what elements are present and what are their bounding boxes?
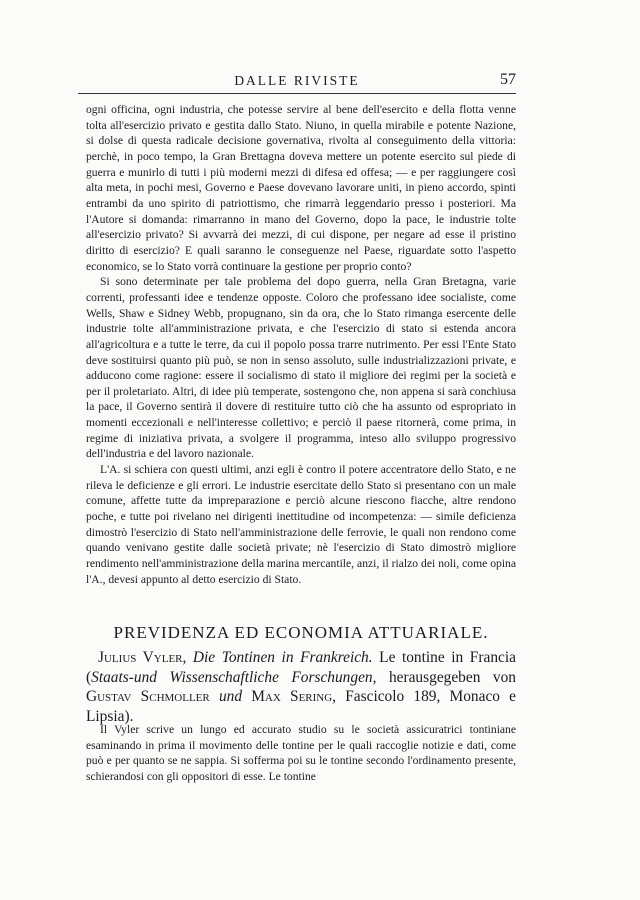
page-number: 57 <box>500 71 516 88</box>
running-head <box>78 71 516 94</box>
review-paragraph: Il Vyler scrive un lungo ed accurato studio su le società assicuratrici tontiniane esaminando in prima il movimento delle tontine per le quali raccoglie notizie e dati, come può e per quanto se ne sappia. Si sofferma poi su le tontine secondo l'ordinamento presente, schierandosi con gli oppositori di esse. Le tontine <box>86 723 516 783</box>
review-edited-by: herausgegeben von <box>388 668 516 686</box>
review-editor-2: Max Sering, <box>251 688 337 705</box>
review-series: Staats-und Wissenschaftliche Forschungen, <box>91 668 377 686</box>
article-body <box>86 102 516 587</box>
review-text <box>86 722 516 784</box>
review-editor-1: Gustav Schmoller <box>86 688 210 705</box>
paragraph-2: Si sono determinate per tale problema del dopo guerra, nella Gran Bretagna, varie correnti, professanti idee e tendenze opposte. Coloro che professano idee socialiste, come Wells, Shaw e Sidney Webb, propugnano, sin da ora, che lo Stato rimanga esercente delle industrie tolte all'amministrazione privata, e che l'esercizio di stato si estenda ancora all'agricoltura e a tutte le terre, da cui il popolo possa trarre nutrimento. Per essi l'Ente Stato deve sostituirsi quanto più può, se non in senso assoluto, sulle industrializzazioni private, e adducono come ragione: essere il socialismo di stato il migliore dei regimi per la società e per il proletariato. Altri, di idee più temperate, sostengono che, non appena si sarà conchiusa la pace, il Governo sentirà il dovere di restituire tutto ciò che ha assunto od espropriato in momenti eccezionali e nell'interesse collettivo; e perciò il paese ritornerà, come prima, in regime di iniziativa privata, a svolgere il programma, inteso allo sviluppo progressivo dell'industria e del lavoro nazionale. <box>86 275 516 461</box>
paragraph-1: ogni officina, ogni industria, che potesse servire al bene dell'esercito e della flotta venne tolta all'esercizio privato e gestita dallo Stato. Niuno, in quella mirabile e potente Nazione, si dolse di questa radicale decisione governativa, rivolta al conseguimento della vittoria: perchè, in poco tempo, la Gran Brettagna doveva mettere un potente esercito sul piede di guerra e munirlo di tutti i più moderni mezzi di difesa ed offesa; — e per raggiungere così alta meta, in pochi mesi, Governo e Paese dovevano lavorare uniti, in pieno accordo, spinti entrambi da uno spirito di patriottismo, che rimarrà leggendario presso i posteriori. Ma l'Autore si domanda: rimarranno in mano del Governo, dopo la pace, le industrie tolte all'esercizio privato? Si avvarrà dei mezzi, di cui dispone, per negare ad esse il pristino diritto di esercizio? E quali saranno le conseguenze nel Paese, riguardate sotto l'aspetto economico, se lo Stato vorrà continuare la gestione per proprio conto? <box>86 103 516 273</box>
running-title: DALLE RIVISTE <box>234 73 360 88</box>
review-author: Julius Vyler, <box>98 649 187 666</box>
paragraph-3: L'A. si schiera con questi ultimi, anzi egli è contro il potere accentratore dello Stato, e ne rileva le deficienze e gli errori. Le industrie esercitate dello Stato si presentano con un male comune, affette tutte da impreparazione e perciò alcune riescono fiacche, altre rendono poche, e tutte poi rivelano nei dirigenti inettitudine od incompetenza: — simile deficienza dimostrò l'esercizio di Stato nell'amministrazione delle ferrovie, le quali non rendono come quando venivano gestite dalle società private; nè l'esercizio di Stato dimostrò migliore rendimento nell'amministrazione della marina mercantile, anzi, il rialzo dei noli, come opina l'A., devesi appunto al detto esercizio di Stato. <box>86 463 516 586</box>
review-and: und <box>218 688 243 705</box>
section-heading: PREVIDENZA ED ECONOMIA ATTUARIALE. <box>113 623 489 642</box>
review-book-title: Die Tontinen in Frankreich. <box>192 649 373 666</box>
review-subject: Le tontine in Francia ( <box>86 649 516 686</box>
review-citation <box>86 648 516 726</box>
review-issue: Fascicolo 189, Monaco e Lipsia). <box>86 688 516 725</box>
